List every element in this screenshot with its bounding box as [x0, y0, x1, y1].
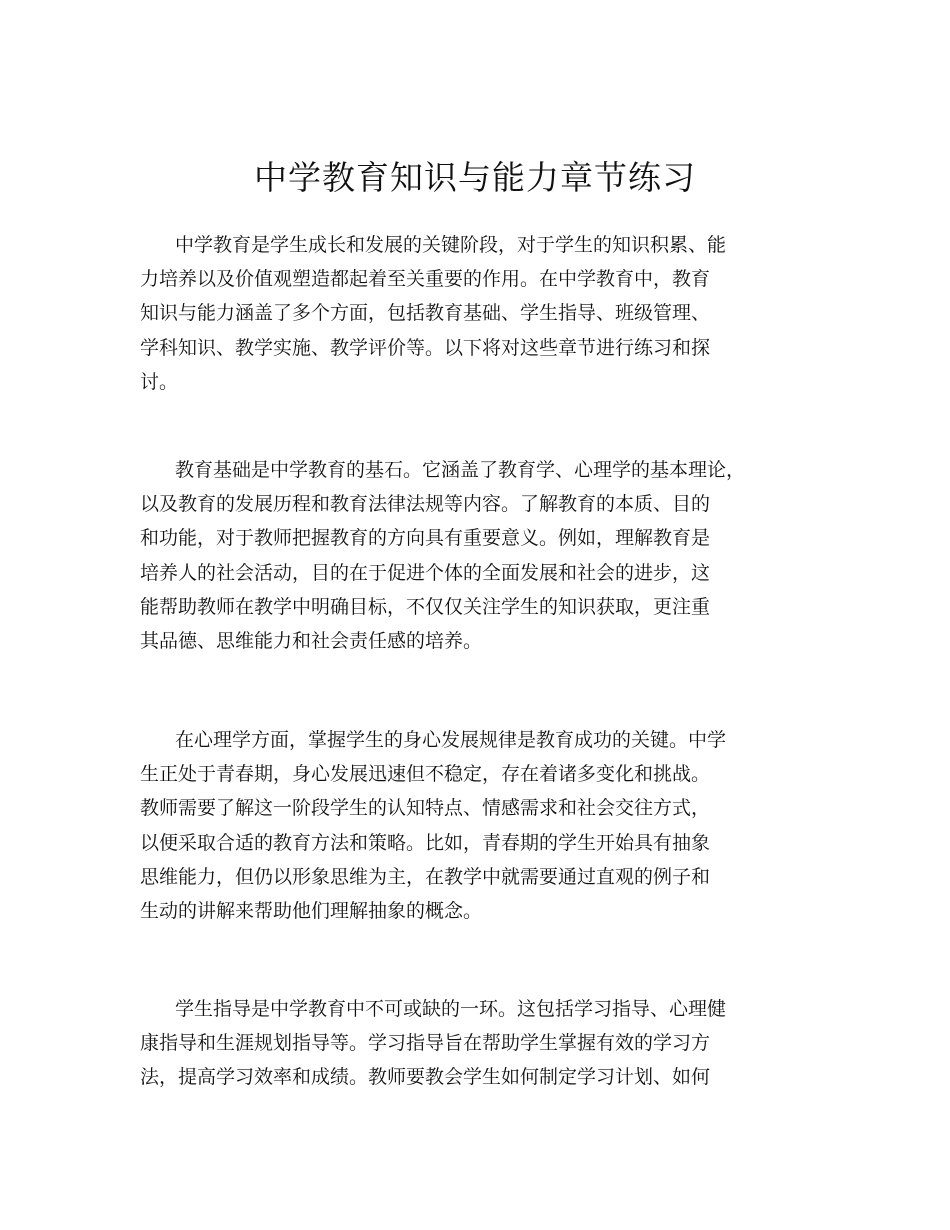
document-title: 中学教育知识与能力章节练习 — [254, 158, 696, 197]
paragraph-line: 生动的讲解来帮助他们理解抽象的概念。 — [140, 900, 483, 923]
paragraph-line: 中学教育是学生成长和发展的关键阶段，对于学生的知识积累、能 — [175, 234, 727, 256]
paragraph-student-guidance — [140, 992, 726, 1095]
paragraph-line: 和功能，对于教师把握教育的方向具有重要意义。例如，理解教育是 — [140, 527, 711, 550]
paragraph-line: 以便采取合适的教育方法和策略。比如，青春期的学生开始具有抽象 — [140, 831, 711, 854]
paragraph-line: 其品德、思维能力和社会责任感的培养。 — [140, 630, 483, 653]
paragraph-line: 康指导和生涯规划指导等。学习指导旨在帮助学生掌握有效的学习方 — [140, 1032, 711, 1055]
paragraph-line: 学科知识、教学实施、教学评价等。以下将对这些章节进行练习和探 — [140, 336, 711, 359]
paragraph-line: 能帮助教师在教学中明确目标，不仅仅关注学生的知识获取，更注重 — [140, 595, 711, 618]
paragraph-line: 法，提高学习效率和成绩。教师要教会学生如何制定学习计划、如何 — [140, 1066, 711, 1089]
paragraph-line: 在心理学方面，掌握学生的身心发展规律是教育成功的关键。中学 — [175, 729, 727, 751]
paragraph-line: 学生指导是中学教育中不可或缺的一环。这包括学习指导、心理健 — [175, 998, 727, 1020]
paragraph-line: 讨。 — [140, 370, 179, 393]
paragraph-education-foundation — [140, 453, 745, 658]
paragraph-line: 力培养以及价值观塑造都起着至关重要的作用。在中学教育中，教育 — [140, 268, 711, 291]
paragraph-line: 培养人的社会活动，目的在于促进个体的全面发展和社会的进步，这 — [140, 561, 711, 584]
paragraph-psychology — [140, 723, 726, 928]
paragraph-line: 知识与能力涵盖了多个方面，包括教育基础、学生指导、班级管理、 — [140, 302, 711, 325]
paragraph-intro — [140, 228, 726, 399]
paragraph-line: 生正处于青春期，身心发展迅速但不稳定，存在着诸多变化和挑战。 — [140, 763, 711, 786]
paragraph-line: 教育基础是中学教育的基石。它涵盖了教育学、心理学的基本理论， — [175, 459, 746, 481]
paragraph-line: 思维能力，但仍以形象思维为主，在教学中就需要通过直观的例子和 — [140, 865, 711, 888]
paragraph-line: 以及教育的发展历程和教育法律法规等内容。了解教育的本质、目的 — [140, 493, 711, 516]
paragraph-line: 教师需要了解这一阶段学生的认知特点、情感需求和社会交往方式， — [140, 797, 711, 820]
